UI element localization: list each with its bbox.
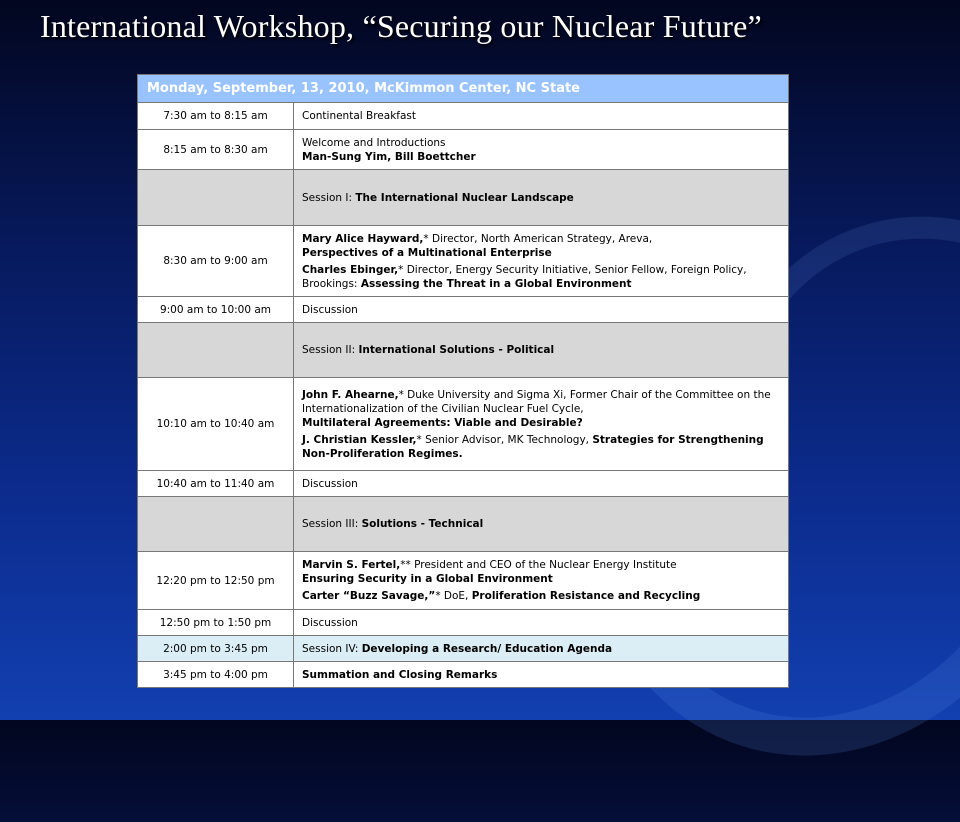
event-cell: Discussion <box>294 471 789 497</box>
table-row <box>138 552 789 610</box>
speaker-cell <box>294 378 789 471</box>
session-cell <box>294 170 789 226</box>
session-cell <box>294 636 789 662</box>
speaker-cell <box>294 552 789 610</box>
speaker-names: Man-Sung Yim, Bill Boettcher <box>302 150 476 163</box>
slide-title: International Workshop, “Securing our Nuclear Future” <box>40 8 762 44</box>
time-cell: 7:30 am to 8:15 am <box>138 103 294 130</box>
event-cell: Discussion <box>294 297 789 323</box>
speaker-affiliation: * Director, Energy Security Initiative, Senior Fellow, Foreign Policy, Brookings: <box>302 263 747 290</box>
table-row <box>138 130 789 170</box>
talk-title: Strategies for Strengthening Non-Proliferation Regimes. <box>302 433 764 460</box>
session-label: Session IV: <box>302 642 362 655</box>
table-row <box>138 378 789 471</box>
schedule-header-row <box>138 75 789 103</box>
time-cell <box>138 170 294 226</box>
session-row <box>138 323 789 378</box>
talk-title: Ensuring Security in a Global Environment <box>302 573 553 585</box>
event-cell: Summation and Closing Remarks <box>294 662 789 688</box>
session-row <box>138 636 789 662</box>
time-cell: 12:50 pm to 1:50 pm <box>138 610 294 636</box>
speaker-affiliation: * Duke University and Sigma Xi, Former Chair of the Committee on the Internationalization of the Civilian Nuclear Fuel Cycle, <box>302 388 771 415</box>
time-cell: 8:15 am to 8:30 am <box>138 130 294 170</box>
talk-title: Proliferation Resistance and Recycling <box>471 590 701 602</box>
session-label: Session I: <box>302 191 356 204</box>
session-row <box>138 170 789 226</box>
session-title: Developing a Research/ Education Agenda <box>361 642 613 655</box>
session-title: The International Nuclear Landscape <box>355 191 574 204</box>
speaker-name: Mary Alice Hayward, <box>302 232 424 245</box>
time-cell <box>138 323 294 378</box>
time-cell: 9:00 am to 10:00 am <box>138 297 294 323</box>
table-row <box>138 103 789 130</box>
time-cell: 10:40 am to 11:40 am <box>138 471 294 497</box>
session-label: Session III: <box>302 518 362 530</box>
time-cell: 12:20 pm to 12:50 pm <box>138 552 294 610</box>
table-row <box>138 297 789 323</box>
speaker-name: Carter “Buzz Savage,” <box>302 590 436 602</box>
session-cell <box>294 323 789 378</box>
time-cell: 8:30 am to 9:00 am <box>138 226 294 297</box>
time-cell: 3:45 pm to 4:00 pm <box>138 662 294 688</box>
table-row <box>138 471 789 497</box>
speaker-name: John F. Ahearne, <box>302 388 399 401</box>
talk-title: Assessing the Threat in a Global Environment <box>360 277 632 290</box>
session-row <box>138 497 789 552</box>
time-cell: 10:10 am to 10:40 am <box>138 378 294 471</box>
speaker-cell <box>294 226 789 297</box>
table-row <box>138 226 789 297</box>
time-cell <box>138 497 294 552</box>
session-title: International Solutions - Political <box>358 344 555 356</box>
session-title: Solutions - Technical <box>361 518 484 530</box>
event-cell <box>294 130 789 170</box>
schedule-table <box>137 74 789 688</box>
talk-title: Perspectives of a Multinational Enterprise <box>302 246 552 259</box>
session-cell <box>294 497 789 552</box>
event-cell: Continental Breakfast <box>294 103 789 130</box>
event-cell: Discussion <box>294 610 789 636</box>
speaker-name: Charles Ebinger, <box>302 263 399 276</box>
speaker-affiliation: * DoE, <box>435 590 472 602</box>
speaker-affiliation: * Director, North American Strategy, Areva, <box>423 232 653 245</box>
schedule-header: Monday, September, 13, 2010, McKimmon Center, NC State <box>138 75 789 103</box>
speaker-name: Marvin S. Fertel, <box>302 559 401 571</box>
table-row <box>138 662 789 688</box>
event-title: Welcome and Introductions <box>302 136 446 149</box>
session-label: Session II: <box>302 344 359 356</box>
speaker-name: J. Christian Kessler, <box>302 433 417 446</box>
speaker-affiliation: * Senior Advisor, MK Technology, <box>416 433 593 446</box>
speaker-affiliation: ** President and CEO of the Nuclear Energy Institute <box>400 559 677 571</box>
table-row <box>138 610 789 636</box>
time-cell: 2:00 pm to 3:45 pm <box>138 636 294 662</box>
talk-title: Multilateral Agreements: Viable and Desirable? <box>302 416 583 429</box>
